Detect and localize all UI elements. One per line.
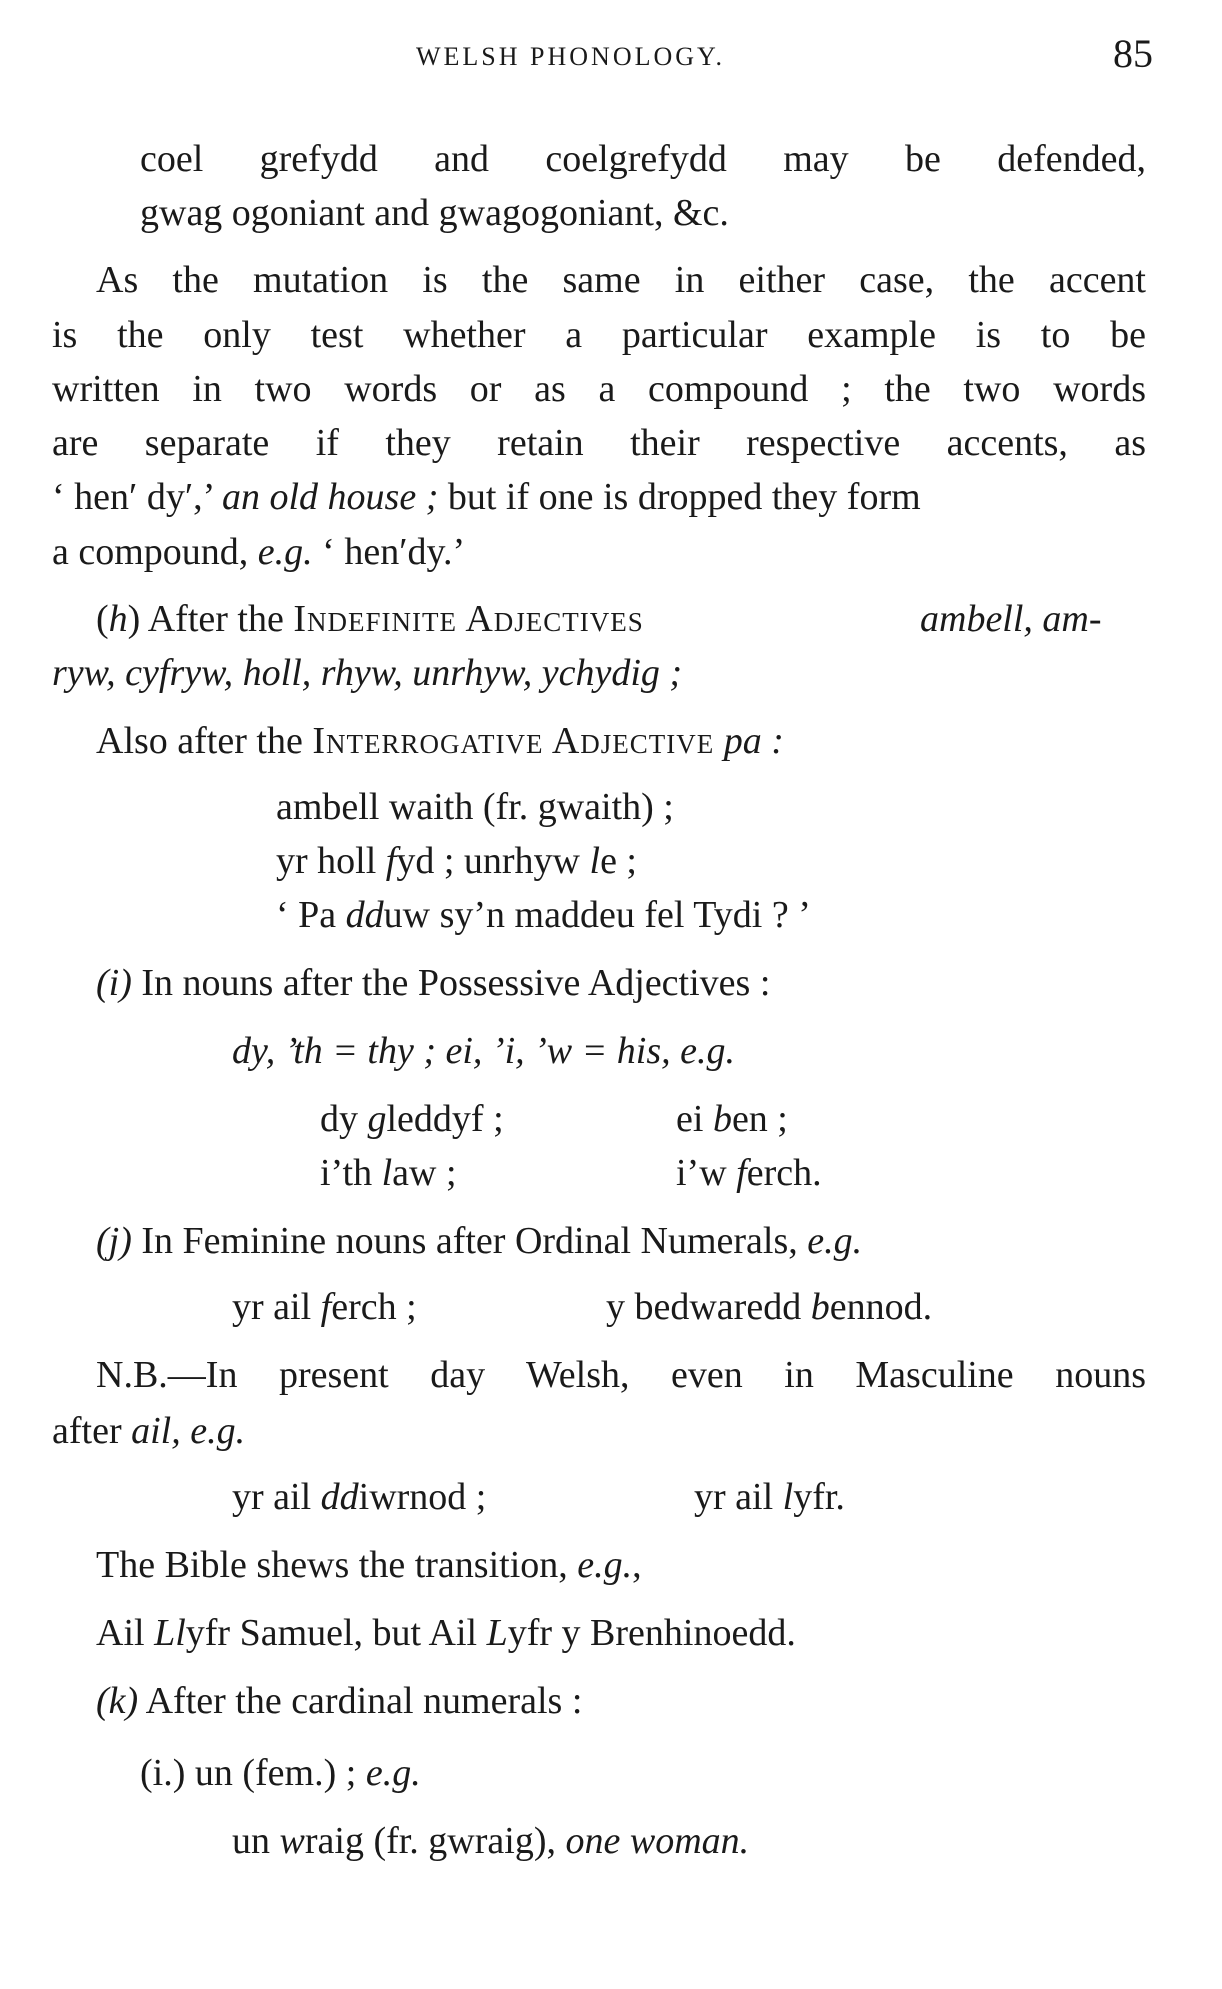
text-line: N.B.—In present day Welsh, even in Masculine nouns bbox=[96, 1354, 1146, 1396]
text-run: yd ; unrhyw bbox=[396, 840, 590, 882]
italic-run: e.g. bbox=[365, 1752, 421, 1794]
italic-run: pa : bbox=[714, 720, 784, 762]
italic-run: l bbox=[589, 840, 601, 882]
example-cell: yr ail ferch ; bbox=[232, 1286, 417, 1328]
text-run: , bbox=[632, 1544, 642, 1586]
italic-run: dy, ’th = thy ; ei, ’i, ’w = his, e.g. bbox=[232, 1030, 735, 1072]
italic-run: ryw, cyfryw, holl, rhyw, unrhyw, ychydig ; bbox=[52, 652, 683, 694]
section-k-line bbox=[96, 1680, 582, 1724]
italic-run: an old house ; bbox=[221, 476, 439, 518]
section-marker: (k) bbox=[96, 1680, 139, 1722]
italic-run: dd bbox=[345, 894, 384, 936]
text-run: ambell bbox=[276, 786, 389, 828]
text-line: gwag ogoniant and gwagogoniant, &c. bbox=[140, 192, 729, 234]
example-line: un wraig (fr. gwraig), one woman. bbox=[232, 1820, 750, 1862]
italic-run: e.g. bbox=[257, 531, 313, 573]
text-line: is the only test whether a particular example is to be bbox=[52, 314, 1146, 356]
text-run: ‘ hen′ dy′,’ bbox=[52, 476, 222, 518]
italic-run: e.g. bbox=[807, 1220, 863, 1262]
italic-run: f bbox=[385, 840, 397, 882]
example-line bbox=[276, 894, 811, 938]
example-cell: ei ben ; bbox=[676, 1098, 788, 1140]
text-run: after bbox=[52, 1410, 132, 1452]
small-caps-run: Interrogative Adjective bbox=[312, 720, 715, 762]
example-line bbox=[276, 840, 637, 884]
example-cell: yr ail ddiwrnod ; bbox=[232, 1476, 487, 1518]
section-marker: (j) bbox=[96, 1220, 132, 1262]
text-line bbox=[96, 1544, 642, 1588]
text-run: a compound, bbox=[52, 531, 258, 573]
example-cell: yr ail lyfr. bbox=[694, 1476, 845, 1518]
italic-run: ail, e.g. bbox=[131, 1410, 246, 1452]
italic-run: e.g. bbox=[577, 1544, 633, 1586]
small-caps-run: Indefinite Adjectives bbox=[293, 598, 644, 640]
text-run: The Bible shews the transition, bbox=[96, 1544, 578, 1586]
text-run: ‘ hen′dy.’ bbox=[312, 531, 466, 573]
page-number: 85 bbox=[1113, 31, 1153, 76]
running-head: WELSH PHONOLOGY. bbox=[416, 42, 725, 71]
example-line bbox=[276, 786, 674, 830]
example-cell: i’th law ; bbox=[320, 1152, 457, 1194]
text-line bbox=[920, 598, 1102, 642]
section-marker: (i) bbox=[96, 962, 132, 1004]
example-cell: dy gleddyf ; bbox=[320, 1098, 504, 1140]
italic-run: ambell, am- bbox=[920, 598, 1102, 640]
text-run: After the cardinal numerals : bbox=[138, 1680, 583, 1722]
text-run: In nouns after the Possessive Adjectives : bbox=[131, 962, 771, 1004]
text-line: coel grefydd and coelgrefydd may be defended, bbox=[140, 138, 1146, 180]
section-j-line bbox=[96, 1220, 862, 1264]
sub-marker: (i.) bbox=[140, 1752, 186, 1794]
example-cell: i’w ferch. bbox=[676, 1152, 822, 1194]
section-i-line bbox=[96, 962, 770, 1006]
text-line bbox=[52, 1410, 245, 1454]
section-h-line bbox=[96, 598, 644, 642]
text-line bbox=[52, 652, 682, 696]
text-line bbox=[52, 476, 1146, 520]
text-line: written in two words or as a compound ; the two words bbox=[52, 368, 1146, 410]
sub-item bbox=[140, 1752, 421, 1796]
text-line bbox=[52, 531, 465, 575]
text-run: After the bbox=[140, 598, 294, 640]
text-run: In Feminine nouns after Ordinal Numerals, bbox=[131, 1220, 808, 1262]
text-run: un (fem.) ; bbox=[185, 1752, 366, 1794]
text-run: waith (fr. gwaith) ; bbox=[388, 786, 674, 828]
text-line bbox=[96, 720, 784, 764]
text-run: yr holl bbox=[276, 840, 386, 882]
text-run: but if one is dropped they form bbox=[438, 476, 921, 518]
text-line bbox=[232, 1030, 735, 1074]
text-run: e ; bbox=[600, 840, 637, 882]
text-line: As the mutation is the same in either case, the accent bbox=[96, 259, 1146, 301]
text-run: Also after the bbox=[96, 720, 313, 762]
text-line: Ail Llyfr Samuel, but Ail Lyfr y Brenhinoedd. bbox=[96, 1612, 796, 1654]
example-cell: y bedwaredd bennod. bbox=[606, 1286, 933, 1328]
section-marker: (h) bbox=[96, 598, 141, 640]
text-run: uw sy’n maddeu fel Tydi ? ’ bbox=[383, 894, 811, 936]
text-line: are separate if they retain their respective accents, as bbox=[52, 422, 1146, 464]
text-run: ‘ Pa bbox=[276, 894, 346, 936]
